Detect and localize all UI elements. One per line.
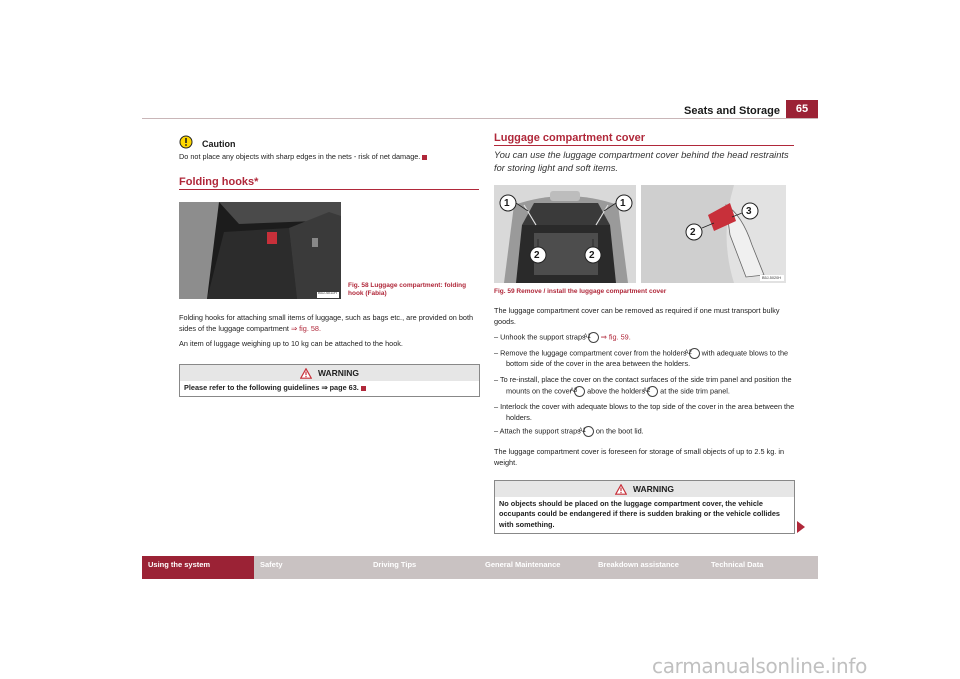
fig59-label-1b: 1 [620, 198, 626, 209]
fig58-link[interactable]: ⇒ fig. 58. [290, 323, 322, 333]
tab-breakdown-assistance[interactable]: Breakdown assistance [592, 556, 705, 579]
bottom-nav [142, 556, 818, 579]
warning-header [495, 481, 794, 497]
callout-a1: A1 [583, 426, 594, 437]
step-1: – Unhook the support strapsA1 ⇒ fig. 59. [494, 332, 631, 342]
fig58-code: B5J-4011H [318, 291, 337, 295]
fig59-label-1a: 1 [504, 198, 510, 209]
folding-hooks-para1: Folding hooks for attaching small items of luggage, such as bags etc., are provided on both sides of the luggage compartment ⇒ fig. 58. [179, 313, 474, 333]
caution-label: Caution [202, 139, 236, 149]
caution-text: Do not place any objects with sharp edges in the nets - risk of net damage. [179, 152, 479, 163]
fig59-label-2a: 2 [534, 250, 540, 261]
fig59-link[interactable]: ⇒ fig. 59. [600, 332, 631, 342]
tab-technical-data[interactable]: Technical Data [705, 556, 818, 579]
tab-driving-tips[interactable]: Driving Tips [367, 556, 479, 579]
end-marker [422, 155, 427, 160]
continue-arrow-icon [796, 520, 806, 538]
section-rule [494, 145, 794, 146]
luggage-cover-warning [494, 480, 795, 534]
header-rule [142, 118, 818, 119]
folding-hooks-title: Folding hooks* [179, 176, 259, 188]
end-marker [361, 386, 366, 391]
page-number: 65 [786, 100, 818, 119]
warning-triangle-icon [300, 368, 312, 379]
callout-a3: A3 [574, 386, 585, 397]
step-5: – Attach the support strapsA1 on the boot lid. [494, 426, 644, 436]
fig59-labels [494, 185, 786, 283]
tab-safety[interactable]: Safety [254, 556, 367, 579]
chapter-title: Seats and Storage [684, 105, 780, 117]
page63-link[interactable]: Please refer to the following guidelines ⇒ page 63. [184, 383, 359, 392]
tab-general-maintenance[interactable]: General Maintenance [479, 556, 592, 579]
folding-hooks-para2: An item of luggage weighing up to 10 kg can be attached to the hook. [179, 339, 403, 348]
fig59-caption: Fig. 59 Remove / install the luggage compartment cover [494, 288, 667, 295]
fig59-code: B5J-5020H [762, 276, 781, 280]
luggage-cover-subtitle: You can use the luggage compartment cover behind the head restraints for storing light and soft items. [494, 150, 789, 173]
warning-label: WARNING [632, 484, 675, 494]
callout-a2: A2 [689, 348, 700, 359]
luggage-cover-intro: The luggage compartment cover can be removed as required if one must transport bulky goods. [494, 306, 780, 326]
warning-triangle-icon [615, 484, 627, 495]
fig58-caption: Fig. 58 Luggage compartment: folding hook (Fabia) [348, 282, 467, 297]
step-3: – To re-install, place the cover on the contact surfaces of the side trim panel and position the mounts on the coverA3 above the holdersA2 at the side trim panel. [494, 375, 792, 396]
fig59-label-2b: 2 [589, 250, 595, 261]
callout-a2: A2 [647, 386, 658, 397]
warning-label: WARNING [317, 368, 360, 378]
warning-text: No objects should be placed on the luggage compartment cover, the vehicle occupants could be endangered if there is sudden braking or the vehicle collides with something. [499, 499, 780, 529]
folding-hooks-warning [179, 364, 480, 397]
storage-note: The luggage compartment cover is foreseen for storage of small objects of up to 2.5 kg. in weight. [494, 447, 785, 467]
step-2: – Remove the luggage compartment cover from the holdersA2 with adequate blows to the bottom side of the cover in the area between the holders. [494, 348, 789, 369]
watermark: carmanualsonline.info [652, 654, 868, 678]
fig58-image [179, 202, 341, 299]
fig59-label-2c: 2 [690, 227, 696, 238]
luggage-cover-title: Luggage compartment cover [494, 132, 645, 144]
fig59-label-3: 3 [746, 206, 752, 217]
warning-header [180, 365, 479, 381]
tab-using-the-system[interactable]: Using the system [142, 556, 254, 579]
warning-text [180, 381, 479, 396]
step-4: – Interlock the cover with adequate blows to the top side of the cover in the area between the holders. [494, 402, 795, 422]
section-rule [179, 189, 479, 190]
callout-a1: A1 [588, 332, 599, 343]
